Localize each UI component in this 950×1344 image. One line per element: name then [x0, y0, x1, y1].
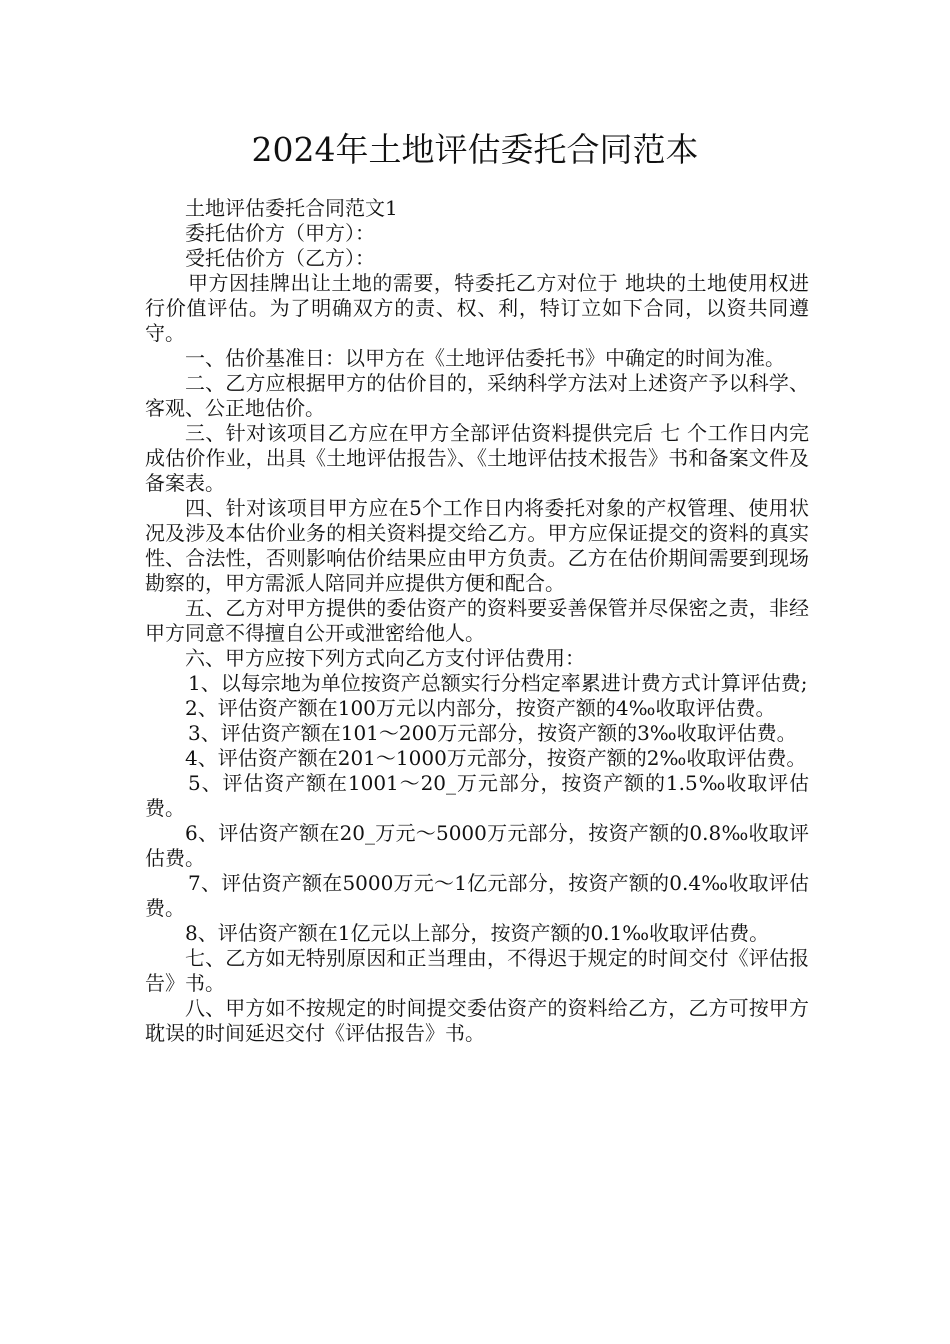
- paragraph: 6、评估资产额在20_万元～5000万元部分，按资产额的0.8‰收取评估费。: [145, 821, 809, 870]
- paragraph: 二、乙方应根据甲方的估价目的，采纳科学方法对上述资产予以科学、客观、公正地估价。: [145, 371, 809, 420]
- paragraph: 8、评估资产额在1亿元以上部分，按资产额的0.1‰收取评估费。: [185, 921, 770, 945]
- paragraph: 2、评估资产额在100万元以内部分，按资产额的4‰收取评估费。: [185, 696, 776, 720]
- document-body: [145, 196, 809, 1046]
- paragraph: 七、乙方如无特别原因和正当理由，不得迟于规定的时间交付《评估报告》书。: [145, 946, 809, 995]
- paragraph: 五、乙方对甲方提供的委估资产的资料要妥善保管并尽保密之责，非经甲方同意不得擅自公开或泄密给他人。: [145, 596, 809, 645]
- paragraph: 7、评估资产额在5000万元～1亿元部分，按资产额的0.4‰收取评估费。: [145, 871, 809, 920]
- paragraph: 八、甲方如不按规定的时间提交委估资产的资料给乙方，乙方可按甲方耽误的时间延迟交付《评估报告》书。: [145, 996, 809, 1045]
- paragraph: 3、评估资产额在101～200万元部分，按资产额的3‰收取评估费。: [188, 721, 797, 745]
- paragraph: 四、针对该项目甲方应在5个工作日内将委托对象的产权管理、使用状况及涉及本估价业务的相关资料提交给乙方。甲方应保证提交的资料的真实性、合法性，否则影响估价结果应由甲方负责。乙方在估价期间需要到现场勘察的，甲方需派人陪同并应提供方便和配合。: [145, 496, 809, 595]
- paragraph: 三、针对该项目乙方应在甲方全部评估资料提供完后 七 个工作日内完成估价作业，出具《土地评估报告》、《土地评估技术报告》书和备案文件及备案表。: [145, 421, 809, 495]
- paragraph: 1、以每宗地为单位按资产总额实行分档定率累进计费方式计算评估费;: [188, 671, 808, 695]
- paragraph: 受托估价方（乙方）：: [185, 246, 375, 270]
- paragraph: 土地评估委托合同范文1: [185, 196, 398, 220]
- paragraph: 委托估价方（甲方）：: [185, 221, 375, 245]
- paragraph: 4、评估资产额在201～1000万元部分，按资产额的2‰收取评估费。: [185, 746, 807, 770]
- paragraph: 六、甲方应按下列方式向乙方支付评估费用：: [185, 646, 585, 670]
- paragraph: 一、估价基准日：以甲方在《土地评估委托书》中确定的时间为准。: [185, 346, 785, 370]
- document-title: 2024年土地评估委托合同范本: [251, 130, 699, 169]
- paragraph: 甲方因挂牌出让土地的需要，特委托乙方对位于 地块的土地使用权进行价值评估。为了明确双方的责、权、利，特订立如下合同，以资共同遵守。: [145, 271, 809, 345]
- paragraph: 5、评估资产额在1001～20_万元部分，按资产额的1.5‰收取评估费。: [145, 771, 809, 820]
